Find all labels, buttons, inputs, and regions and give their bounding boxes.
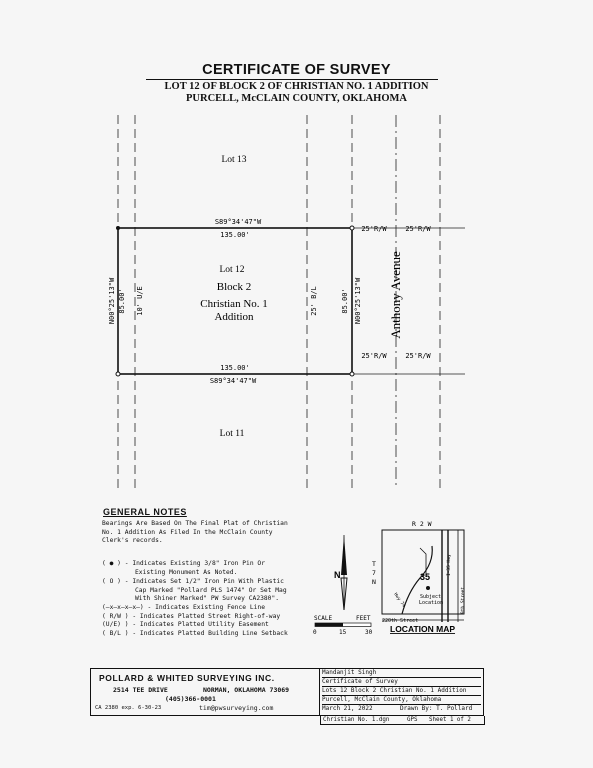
note-basis-2: No. 1 Addition As Filed In the McClain County [102, 528, 273, 536]
township-direction: N [372, 578, 376, 586]
title-block [90, 668, 484, 716]
scale-tick-0: 0 [313, 629, 317, 636]
utility-easement-label: 10' U/E [136, 286, 144, 316]
gps-label: GPS [407, 717, 418, 723]
north-arrow-icon [341, 535, 347, 610]
row-label: 25'R/W [361, 352, 387, 360]
legend-bl: ( B/L ) - Indicates Platted Building Line Setback [102, 629, 288, 637]
distance-south: 135.00' [220, 364, 250, 372]
project-panel [320, 669, 483, 715]
legend-set-pin-3: With Shiner Marked" PW Survey CA2380". [135, 595, 280, 602]
firm-email: tim@pwsurveying.com [199, 704, 274, 712]
client-row: Mandanjit Singh [322, 669, 481, 678]
row-label: 25'R/W [361, 225, 387, 233]
legend-existing-pin-2: Existing Monument As Noted. [135, 568, 238, 576]
subtitle-legal: LOT 12 OF BLOCK 2 OF CHRISTIAN NO. 1 ADDITION [164, 81, 429, 92]
legal-row: Lots 12 Block 2 Christian No. 1 Addition [322, 687, 481, 696]
note-basis-1: Bearings Are Based On The Final Plat of Christian [102, 520, 288, 527]
220th-street-label: 220th Street [382, 618, 419, 624]
section-number: 35 [420, 572, 431, 582]
street-name: Anthony Avenue [388, 251, 403, 339]
file-row [320, 716, 485, 725]
9th-street-label: 9th Street [461, 586, 466, 614]
scale-unit: FEET [356, 615, 371, 622]
file-name: Christian No. 1.dgn [323, 717, 390, 723]
firm-ca: CA 2380 exp. 6-30-23 [95, 705, 162, 711]
legend-set-pin-1: ( O ) - Indicates Set 1/2" Iron Pin With Plastic [102, 578, 284, 585]
legend-row: ( R/W ) - Indicates Platted Street Right-of-way [102, 612, 281, 620]
row-label: 25'R/W [405, 352, 431, 360]
note-basis-3: Clerk's records. [102, 537, 163, 544]
row-label: 25'R/W [405, 225, 431, 233]
township-letter: T [372, 560, 376, 568]
addition-label-1: Christian No. 1 [200, 298, 268, 310]
corner-pin [350, 226, 354, 230]
bearing-north: S89°34'47"W [214, 218, 262, 226]
distance-north: 135.00' [220, 231, 250, 239]
scale-tick-30: 30 [365, 629, 373, 636]
firm-panel [91, 669, 320, 715]
distance-east: 85.00' [341, 288, 349, 314]
location-row: Purcell, McClain County, Oklahoma [322, 696, 481, 705]
firm-city: NORMAN, OKLAHOMA 73069 [203, 686, 290, 694]
location-map-title: LOCATION MAP [390, 624, 456, 634]
document-row: Certificate of Survey [322, 678, 481, 687]
subtitle-location: PURCELL, McCLAIN COUNTY, OKLAHOMA [186, 93, 407, 104]
date: March 21, 2022 [322, 705, 373, 712]
subject-label-2: Location [419, 600, 444, 606]
interstate-label: I-35 Hwy [447, 554, 452, 576]
location-map [360, 518, 478, 636]
township-number: 7 [372, 569, 376, 577]
bearing-east: N00°25'13"W [354, 277, 362, 325]
north-label: N [334, 570, 341, 580]
corner-pin [116, 372, 120, 376]
addition-label-2: Addition [214, 311, 254, 323]
firm-name: POLLARD & WHITED SURVEYING INC. [99, 673, 275, 683]
corner-pin [350, 372, 354, 376]
distance-west: 85.00' [118, 288, 126, 314]
notes-heading: GENERAL NOTES [103, 507, 187, 517]
scale-tick-15: 15 [339, 629, 347, 636]
subject-location-icon [426, 586, 430, 590]
bearing-south: S89°34'47"W [209, 377, 257, 385]
highway-label: Hwy 74 [392, 592, 406, 609]
drawn-by: Drawn By: T. Pollard [400, 705, 473, 712]
lot-south-label: Lot 11 [219, 429, 245, 439]
building-line-label: 25' B/L [310, 286, 318, 316]
legend-ue: (U/E) ) - Indicates Platted Utility Easement [102, 621, 269, 628]
legend-existing-pin-1: ( ● ) - Indicates Existing 3/8" Iron Pin Or [102, 560, 266, 567]
firm-address: 2514 TEE DRIVE [113, 686, 168, 694]
scale-label: SCALE [314, 615, 333, 622]
lot-label: Lot 12 [219, 265, 245, 275]
corner-pin [116, 226, 120, 230]
page-title: CERTIFICATE OF SURVEY [202, 62, 391, 78]
lot-north-label: Lot 13 [221, 155, 247, 165]
legend-fence: (—x—x—x—x—) - Indicates Existing Fence Line [102, 604, 266, 611]
date-row [322, 705, 481, 713]
subject-label-1: Subject [420, 594, 442, 600]
block-label: Block 2 [216, 281, 252, 293]
bearing-west: N00°25'13"W [108, 277, 116, 325]
sheet-number: Sheet 1 of 2 [429, 717, 471, 723]
legend-set-pin-2: Cap Marked "Pollard PLS 1474" Or Set Mag [135, 586, 287, 594]
range-label: R 2 W [412, 520, 432, 528]
firm-phone: (405)366-0001 [165, 695, 216, 703]
